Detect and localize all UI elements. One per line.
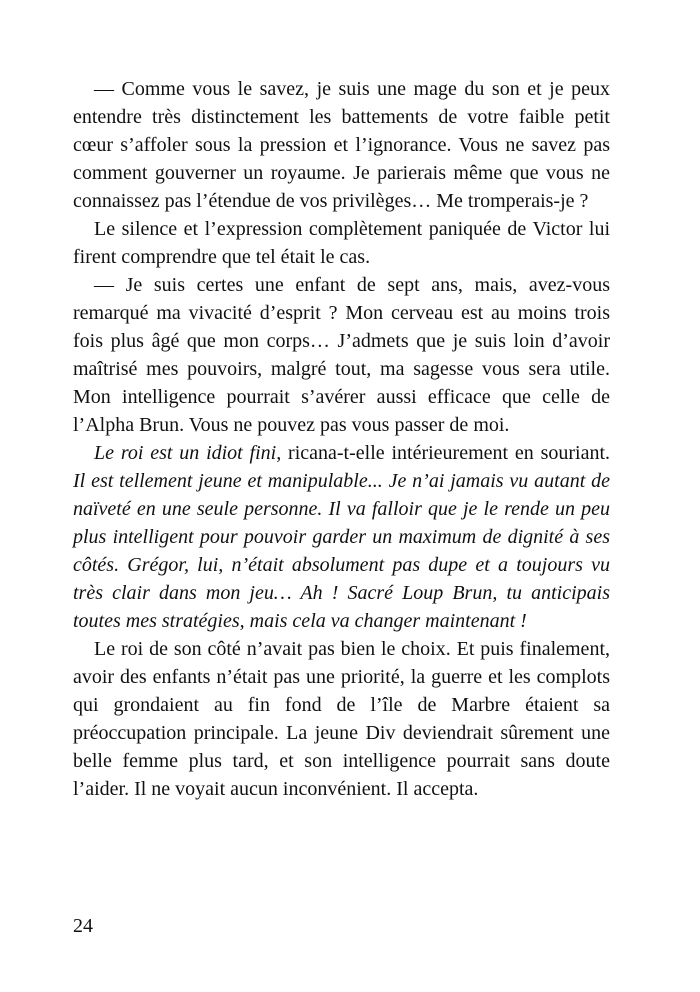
paragraph-1-text: — Comme vous le savez, je suis une mage du son et je peux entendre très distinctement les battements de votre faible petit cœur s’affoler sous la pression et l’ignorance. Vous ne savez pas comment gouverner un royaume. Je parierais même que vous ne connaissez pas l’étendue de vos privilèges… Me tromperais-je ? <box>73 78 610 212</box>
paragraph-2-text: Le silence et l’expression complètement paniquée de Victor lui firent comprendre que tel était le cas. <box>73 218 610 268</box>
paragraph-3 <box>73 271 610 439</box>
paragraph-3-text: — Je suis certes une enfant de sept ans, mais, avez-vous remarqué ma vivacité d’esprit ? Mon cerveau est au moins trois fois plus âgé que mon corps… J’admets que je suis loin d’avoir maîtrisé mes pouvoirs, malgré tout, ma sagesse vous sera utile. Mon intelligence pourrait s’avérer aussi efficace que celle de l’Alpha Brun. Vous ne pouvez pas vous passer de moi. <box>73 274 610 436</box>
paragraph-4-roman-run: ricana-t-elle intérieurement en souriant. <box>281 442 611 464</box>
body-text <box>73 75 610 803</box>
paragraph-4-italic-run-2: Il est tellement jeune et manipulable... Je n’ai jamais vu autant de naïveté en une seule personne. Il va falloir que je le rende un peu plus intelligent pour pouvoir garder un maximum de dignité à ses côtés. Grégor, lui, n’était absolument pas dupe et a toujours vu très clair dans mon jeu… Ah ! Sacré Loup Brun, tu anticipais toutes mes stratégies, mais cela va changer maintenant ! <box>73 470 610 632</box>
paragraph-1 <box>73 75 610 215</box>
paragraph-5-text: Le roi de son côté n’avait pas bien le choix. Et puis finalement, avoir des enfants n’était pas une priorité, la guerre et les complots qui grondaient au fin fond de l’île de Marbre étaient sa préoccupation principale. La jeune Div deviendrait sûrement une belle femme plus tard, et son intelligence pourrait sans doute l’aider. Il ne voyait aucun inconvénient. Il accepta. <box>73 638 610 800</box>
paragraph-2 <box>73 215 610 271</box>
paragraph-5 <box>73 635 610 803</box>
paragraph-4 <box>73 439 610 635</box>
page-number: 24 <box>73 915 93 937</box>
paragraph-4-italic-run-1: Le roi est un idiot fini, <box>94 442 282 464</box>
